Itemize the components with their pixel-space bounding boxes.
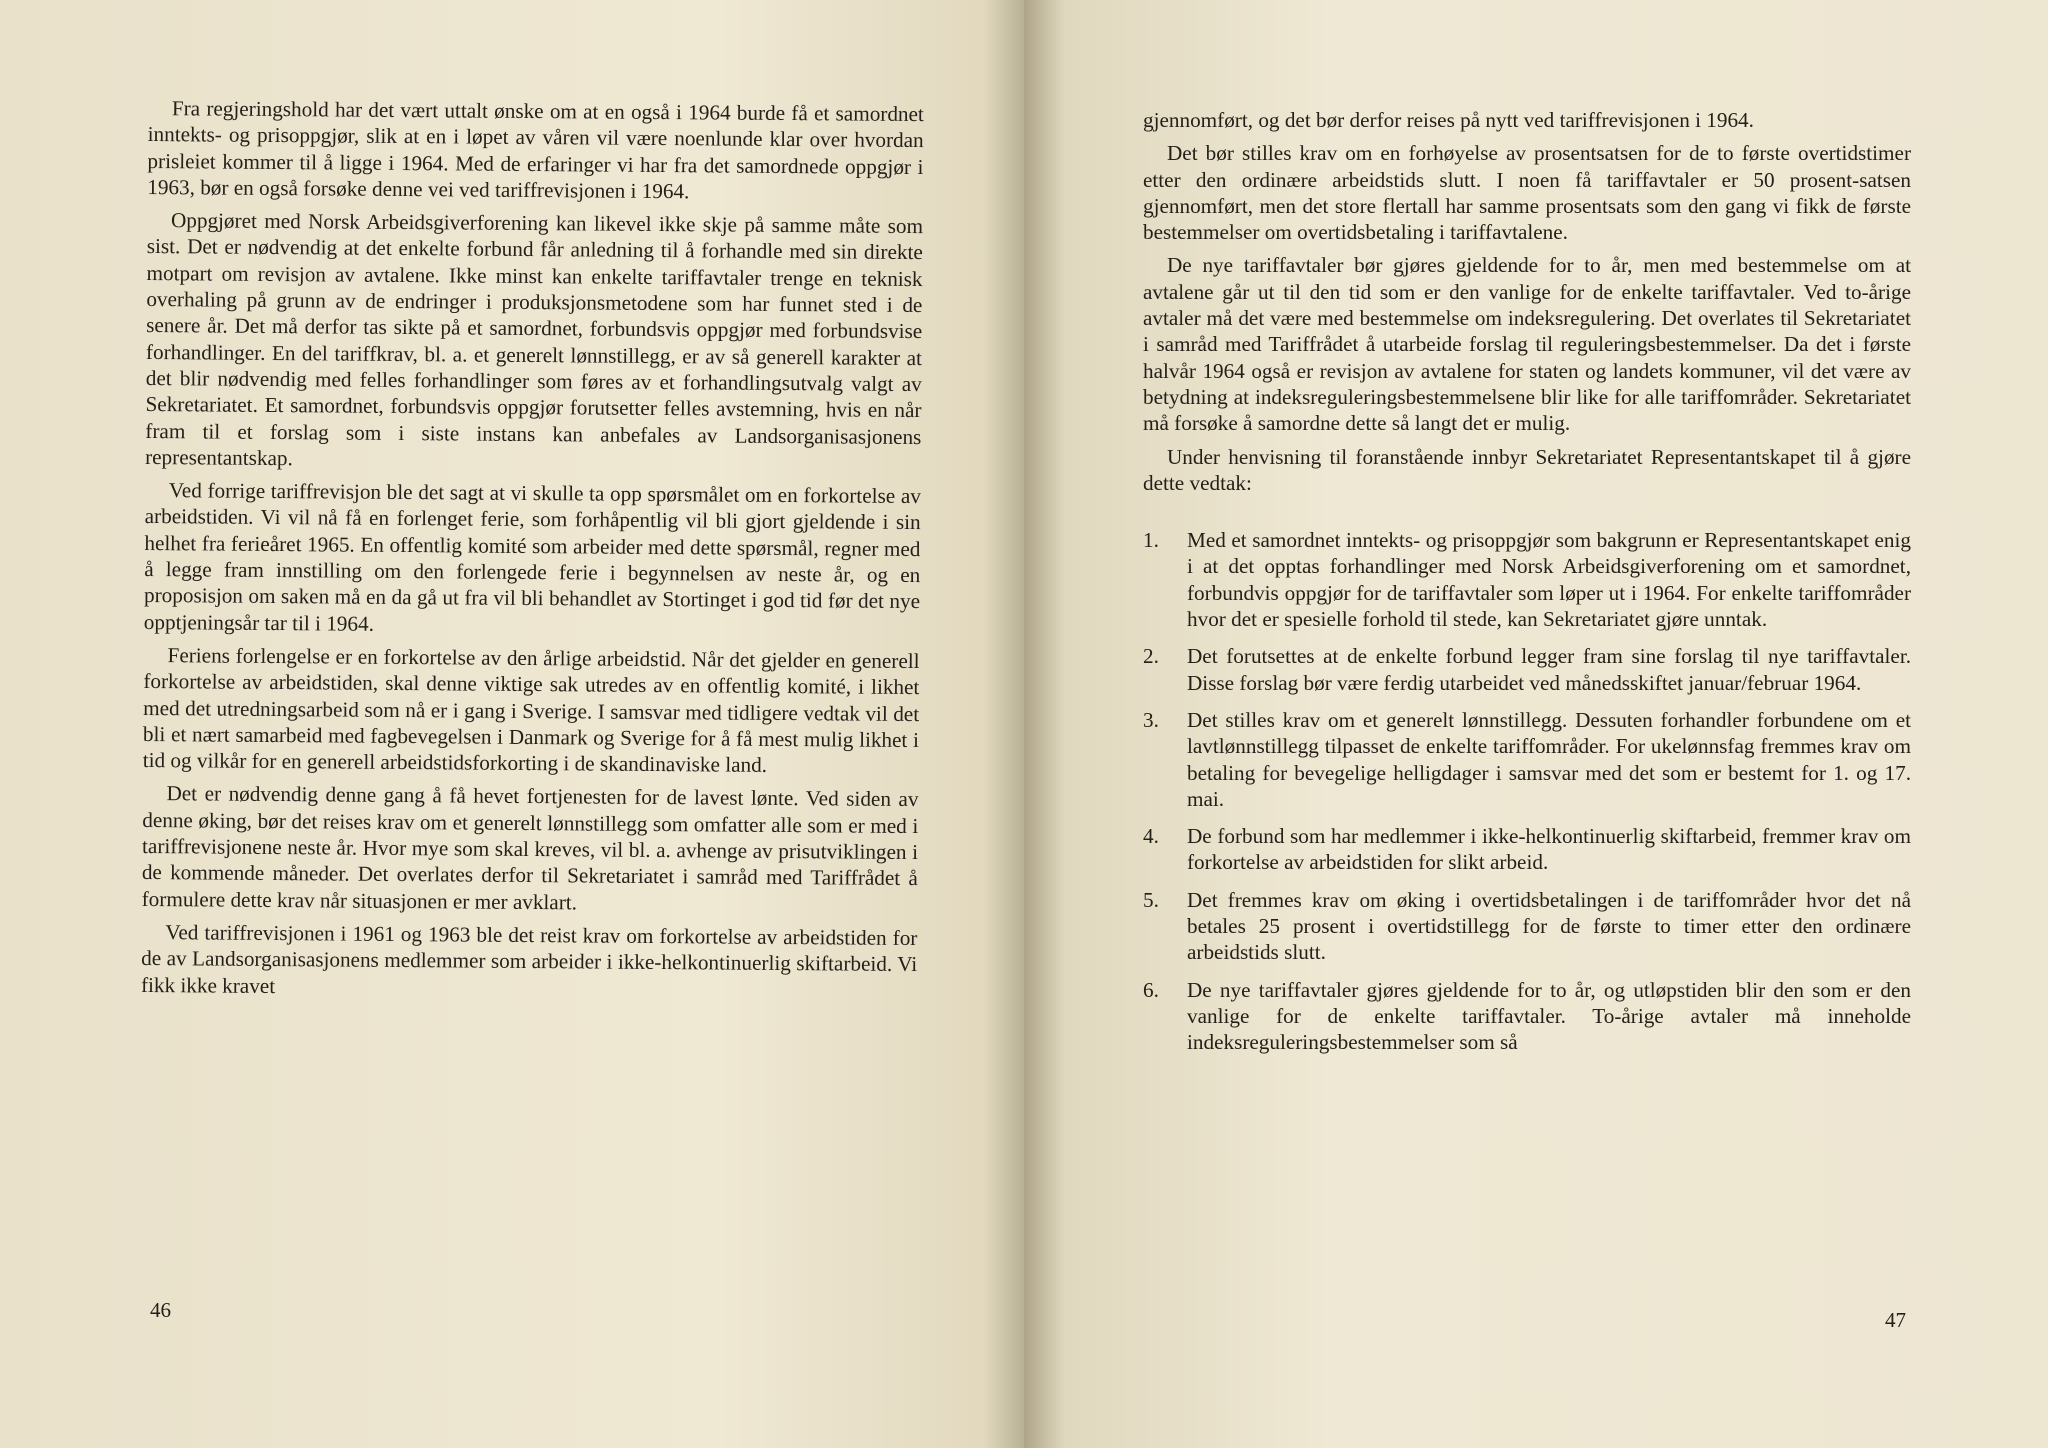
list-item-text: Det forutsettes at de enkelte forbund legger fram sine forslag til nye tariffavtaler. Disse forslag bør være ferdig utarbeidet ved månedsskiftet januar/februar 1964. [1187,644,1911,695]
paragraph: Ved forrige tariffrevisjon ble det sagt at vi skulle ta opp spørsmålet om en forkortelse av arbeidstiden. Vi vil nå få en forlenget ferie, som forhåpentlig vil bli gjort gjeldende i sin helhet fra ferieåret 1965. En offentlig komité som arbeider med dette spørsmål, regner med å legge fram innstilling om den forlengede ferie i begynnelsen av neste år, og en proposisjon om saken må en da gå ut fra vil bli behandlet av Stortinget i god tid før det nye opptjeningsår tar til i 1964. [143,478,921,636]
list-item [1143,527,1911,632]
paragraph: Feriens forlengelse er en forkortelse av den årlige arbeidstid. Når det gjelder en generell forkortelse av arbeidstiden, skal denne viktige sak utredes av en offentlig komité, i likhet med det utredningsarbeid som nå er i gang i Sverige. I samsvar med tidligere vedtak vil det bli et nært samarbeid med fagbevegelsen i Danmark og Sverige for å få mest mulig likhet i tid og vilkår for en generell arbeidstidsforkorting i de skandinaviske land. [142,643,920,778]
paragraph: Fra regjeringshold har det vært uttalt ønske om at en også i 1964 burde få et samordnet inntekts- og prisoppgjør, slik at en i løpet av våren vil være noenlunde klar over hvordan prisleiet kommer til å ligge i 1964. Med de erfaringer vi har fra det samordnede oppgjør i 1963, bør en også forsøke denne vei ved tariffrevisjonen i 1964. [147,96,924,204]
paragraph: gjennomført, og det bør derfor reises på nytt ved tariffrevisjonen i 1964. [1143,108,1754,132]
list-item [1143,643,1911,696]
paragraph: Det bør stilles krav om en forhøyelse av prosentsatsen for de to første overtidstimer etter den ordinære arbeidstids slutt. I noen få tariffavtaler er 50 prosent-satsen gjennomført, men det store flertall har samme prosentsats som den gang vi fikk de første bestemmelser om overtidsbetaling i tariffavtalene. [1143,141,1911,245]
list-item-text: Med et samordnet inntekts- og prisoppgjør som bakgrunn er Representantskapet enig i at det opptas forhandlinger med Norsk Arbeidsgiverforening om et samordnet, forbundvis oppgjør for de tariffavtaler som løper ut i 1964. For enkelte tariffområder hvor det er spesielle forhold til stede, kan Sekretariatet gjøre unntak. [1187,528,1911,632]
list-number: 3. [1143,707,1159,732]
list-number: 1. [1143,528,1159,553]
list-number: 5. [1143,887,1159,912]
list-item [1143,707,1911,812]
list-number: 4. [1143,824,1159,849]
left-page-text [141,95,924,1011]
list-item-text: De nye tariffavtaler gjøres gjeldende for to år, og utløpstiden blir den som er den vanlige for de enkelte tariffavtaler. To-årige avtaler må inneholde indeksreguleringsbestemmelser som så [1187,977,1911,1055]
paragraph: Oppgjøret med Norsk Arbeidsgiverforening kan likevel ikke skje på samme måte som sist. Det er nødvendig at det enkelte forbund får anledning til å forhandle med sin direkte motpart om revisjon av avtalene. Ikke minst kan enkelte tariffavtaler trenge en teknisk overhaling på grunn av de endringer i produksjonsmetodene som har funnet sted i de senere år. Det må derfor tas sikte på et samordnet, forbundsvis oppgjør med forbundsvise forhandlinger. En del tariffkrav, bl. a. et generelt lønnstillegg, er av så generell karakter at det blir nødvendig med felles forhandlinger som føres av et forhandlingsutvalg valgt av Sekretariatet. Et samordnet, forbundsvis oppgjør forutsetter felles avstemning, hvis en når fram til et forslag som i siste instans kan anbefales av Landsorganisasjonens representantskap. [145,208,924,471]
list-item-text: De forbund som har medlemmer i ikke-helkontinuerlig skiftarbeid, fremmer krav om forkortelse av arbeidstiden for slikt arbeid. [1187,824,1911,875]
right-page-text [1143,107,1911,1067]
list-item [1143,823,1911,876]
page-number: 47 [1885,1308,1906,1332]
list-item [1143,887,1911,966]
list-number: 6. [1143,977,1159,1002]
list-item-text: Det stilles krav om et generelt lønnstillegg. Dessuten forhandler forbundene om et lavtlønnstillegg tilpasset de enkelte tariffområder. For ukelønnsfag fremmes krav om betaling for bevegelige helligdager i samsvar med det som er bestemt for 1. og 17. mai. [1187,707,1911,811]
list-number: 2. [1143,644,1159,669]
paragraph: Under henvisning til foranstående innbyr Sekretariatet Representantskapet til å gjøre dette vedtak: [1143,444,1911,495]
list-item [1143,977,1911,1056]
paragraph: Det er nødvendig denne gang å få hevet fortjenesten for de lavest lønte. Ved siden av denne øking, bør det reises krav om et generelt lønnstillegg som omfatter alle som er med i tariffrevisjonene neste år. Hvor mye som skal kreves, vil bl. a. avhenge av prisutviklingen i de kommende måneder. Det overlates derfor til Sekretariatet i samråd med Tariffrådet å formulere dette krav når situasjonen er mer avklart. [141,781,919,915]
page-number: 46 [150,1298,171,1322]
paragraph: Ved tariffrevisjonen i 1961 og 1963 ble det reist krav om forkortelse av arbeidstiden for de av Landsorganisasjonens medlemmer som arbeider i ikke-helkontinuerlig skiftarbeid. Vi fikk ikke kravet [140,920,918,998]
list-item-text: Det fremmes krav om øking i overtidsbetalingen i de tariffområder hvor det nå betales 25 prosent i overtidstillegg for de første to timer etter den ordinære arbeidstids slutt. [1187,887,1911,965]
paragraph: De nye tariffavtaler bør gjøres gjeldende for to år, men med bestemmelse om at avtalene går ut til den tid som er den vanlige for de enkelte tariffavtaler. Ved to-årige avtaler må det være med bestemmelse om indeksregulering. Det overlates til Sekretariatet i samråd med Tariffrådet å utarbeide forslag til reguleringsbestemmelser. Da det i første halvår 1964 også er revisjon av avtalene for staten og landets kommuner, vil det være av betydning at indeksreguleringsbestemmelsene blir like for alle tariffområder. Sekretariatet må forsøke å samordne dette så langt det er mulig. [1143,253,1911,436]
